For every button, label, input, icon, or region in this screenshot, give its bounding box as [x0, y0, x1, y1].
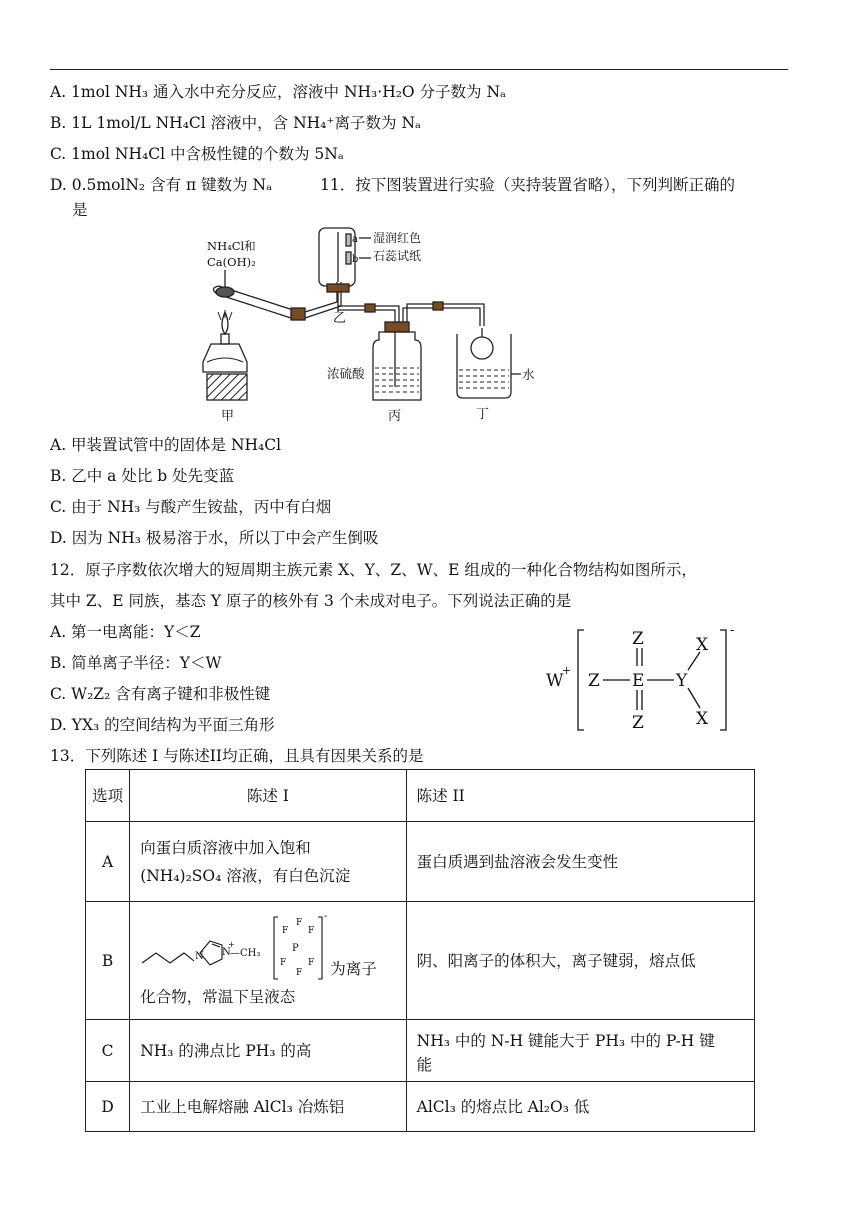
row-a-statement-1: [130, 822, 406, 902]
header-statement-2: 陈述 II: [406, 770, 754, 822]
atom-X-top: X: [696, 635, 709, 655]
anion-charge-b: -: [324, 910, 328, 922]
row-b-option: B: [86, 902, 130, 1020]
table-row: [86, 1082, 755, 1132]
q12-stem-cont: 其中 Z、E 同族，基态 Y 原子的核外有 3 个未成对电子。下列说法正确的是: [50, 592, 572, 610]
row-c-s2-line2: 能: [416, 1055, 433, 1074]
f-atom: F: [296, 917, 303, 928]
atom-Z-bottom: Z: [632, 713, 644, 733]
anion-charge: -: [730, 623, 735, 638]
atom-Y: Y: [676, 671, 688, 691]
cation-plus: +: [228, 939, 235, 949]
row-c-statement-2: [406, 1020, 754, 1082]
q10-option-d: D. 0.5molN₂ 含有 π 键数为 Nₐ: [50, 176, 273, 194]
app-label-yi: 乙: [333, 311, 347, 326]
f-atom: F: [296, 967, 303, 978]
q11-stem: 11．按下图装置进行实验（夹持装置省略），下列判断正确的: [320, 176, 735, 194]
atom-E: E: [632, 671, 645, 691]
acid-label: 浓硫酸: [327, 366, 365, 381]
q10-option-a: A. 1mol NH₃ 通入水中充分反应，溶液中 NH₃·H₂O 分子数为 Nₐ: [50, 83, 507, 101]
row-a-option: A: [86, 822, 130, 902]
n-atom-1: N: [195, 950, 204, 962]
row-c-statement-1: NH₃ 的沸点比 PH₃ 的高: [130, 1020, 406, 1082]
atom-Z-top: Z: [632, 629, 644, 649]
cation-charge: +: [562, 664, 572, 677]
anion-structure-figure: [540, 622, 740, 738]
app-label-bing: 丙: [388, 409, 402, 424]
paper-label-1: 湿润红色: [373, 231, 422, 245]
q13-stem: 13．下列陈述 I 与陈述II均正确，且具有因果关系的是: [50, 747, 424, 765]
f-atom: F: [282, 925, 289, 936]
table-row: [86, 822, 755, 902]
row-a-s1-line2: (NH₄)₂SO₄ 溶液，有白色沉淀: [140, 866, 351, 885]
reagent-label-1: NH₄Cl和: [207, 239, 256, 253]
ionic-liquid-structure: [140, 911, 330, 983]
q11-option-a: A. 甲装置试管中的固体是 NH₄Cl: [50, 436, 282, 454]
q11-option-b: B. 乙中 a 处比 b 处先变蓝: [50, 467, 235, 485]
f-atom: F: [308, 925, 315, 936]
row-d-statement-2: AlCl₃ 的熔点比 Al₂O₃ 低: [406, 1082, 754, 1132]
q12-option-d: D. YX₃ 的空间结构为平面三角形: [50, 716, 275, 734]
row-b-s1-line2: 化合物，常温下呈液态: [140, 987, 296, 1006]
row-a-statement-2: 蛋白质遇到盐溶液会发生变性: [406, 822, 754, 902]
q11-option-c: C. 由于 NH₃ 与酸产生铵盐，丙中有白烟: [50, 498, 332, 516]
water-label: 水: [522, 367, 535, 382]
reagent-label-2: Ca(OH)₂: [207, 255, 256, 269]
q12-option-c: C. W₂Z₂ 含有离子键和非极性键: [50, 685, 271, 703]
q10-option-c: C. 1mol NH₄Cl 中含极性键的个数为 5Nₐ: [50, 145, 344, 163]
cation-W: W: [546, 671, 564, 691]
q10-option-b: B. 1L 1mol/L NH₄Cl 溶液中，含 NH₄⁺离子数为 Nₐ: [50, 114, 422, 132]
n-atom-2: N: [222, 946, 231, 958]
q12-stem: 12．原子序数依次增大的短周期主族元素 X、Y、Z、W、E 组成的一种化合物结构如图所示，: [50, 561, 697, 579]
q11-option-d: D. 因为 NH₃ 极易溶于水，所以丁中会产生倒吸: [50, 529, 379, 547]
apparatus-figure: [195, 222, 540, 427]
methyl-group: —CH₃: [230, 947, 261, 959]
q12-option-a: A. 第一电离能：Y＜Z: [50, 623, 201, 641]
f-atom: F: [308, 957, 315, 968]
row-a-s1-line1: 向蛋白质溶液中加入饱和: [140, 838, 311, 857]
app-label-jia: 甲: [221, 409, 235, 424]
q12-option-b: B. 简单离子半径：Y＜W: [50, 654, 222, 672]
p-atom: P: [292, 942, 299, 954]
table-header-row: [86, 770, 755, 822]
table-row: [86, 1020, 755, 1082]
label-a: a: [352, 234, 358, 245]
q11-stem-cont: 是: [72, 201, 88, 219]
row-b-s1-suffix: 为离子: [330, 959, 377, 978]
row-d-option: D: [86, 1082, 130, 1132]
row-d-statement-1: 工业上电解熔融 AlCl₃ 冶炼铝: [130, 1082, 406, 1132]
atom-Z-left: Z: [588, 671, 600, 691]
table-row: [86, 902, 755, 1020]
q13-table: [85, 769, 755, 1132]
paper-label-2: 石蕊试纸: [373, 249, 422, 263]
row-c-option: C: [86, 1020, 130, 1082]
app-label-ding: 丁: [476, 407, 490, 422]
row-b-statement-1: [130, 902, 406, 1020]
row-b-statement-2: 阴、阳离子的体积大，离子键弱，熔点低: [406, 902, 754, 1020]
header-statement-1: 陈述 I: [130, 770, 406, 822]
label-b: b: [352, 254, 359, 265]
header-option: 选项: [86, 770, 130, 822]
f-atom: F: [280, 957, 287, 968]
atom-X-bottom: X: [696, 709, 709, 729]
row-c-s2-line1: NH₃ 中的 N-H 键能大于 PH₃ 中的 P-H 键: [416, 1031, 715, 1050]
header-rule: [50, 69, 788, 70]
